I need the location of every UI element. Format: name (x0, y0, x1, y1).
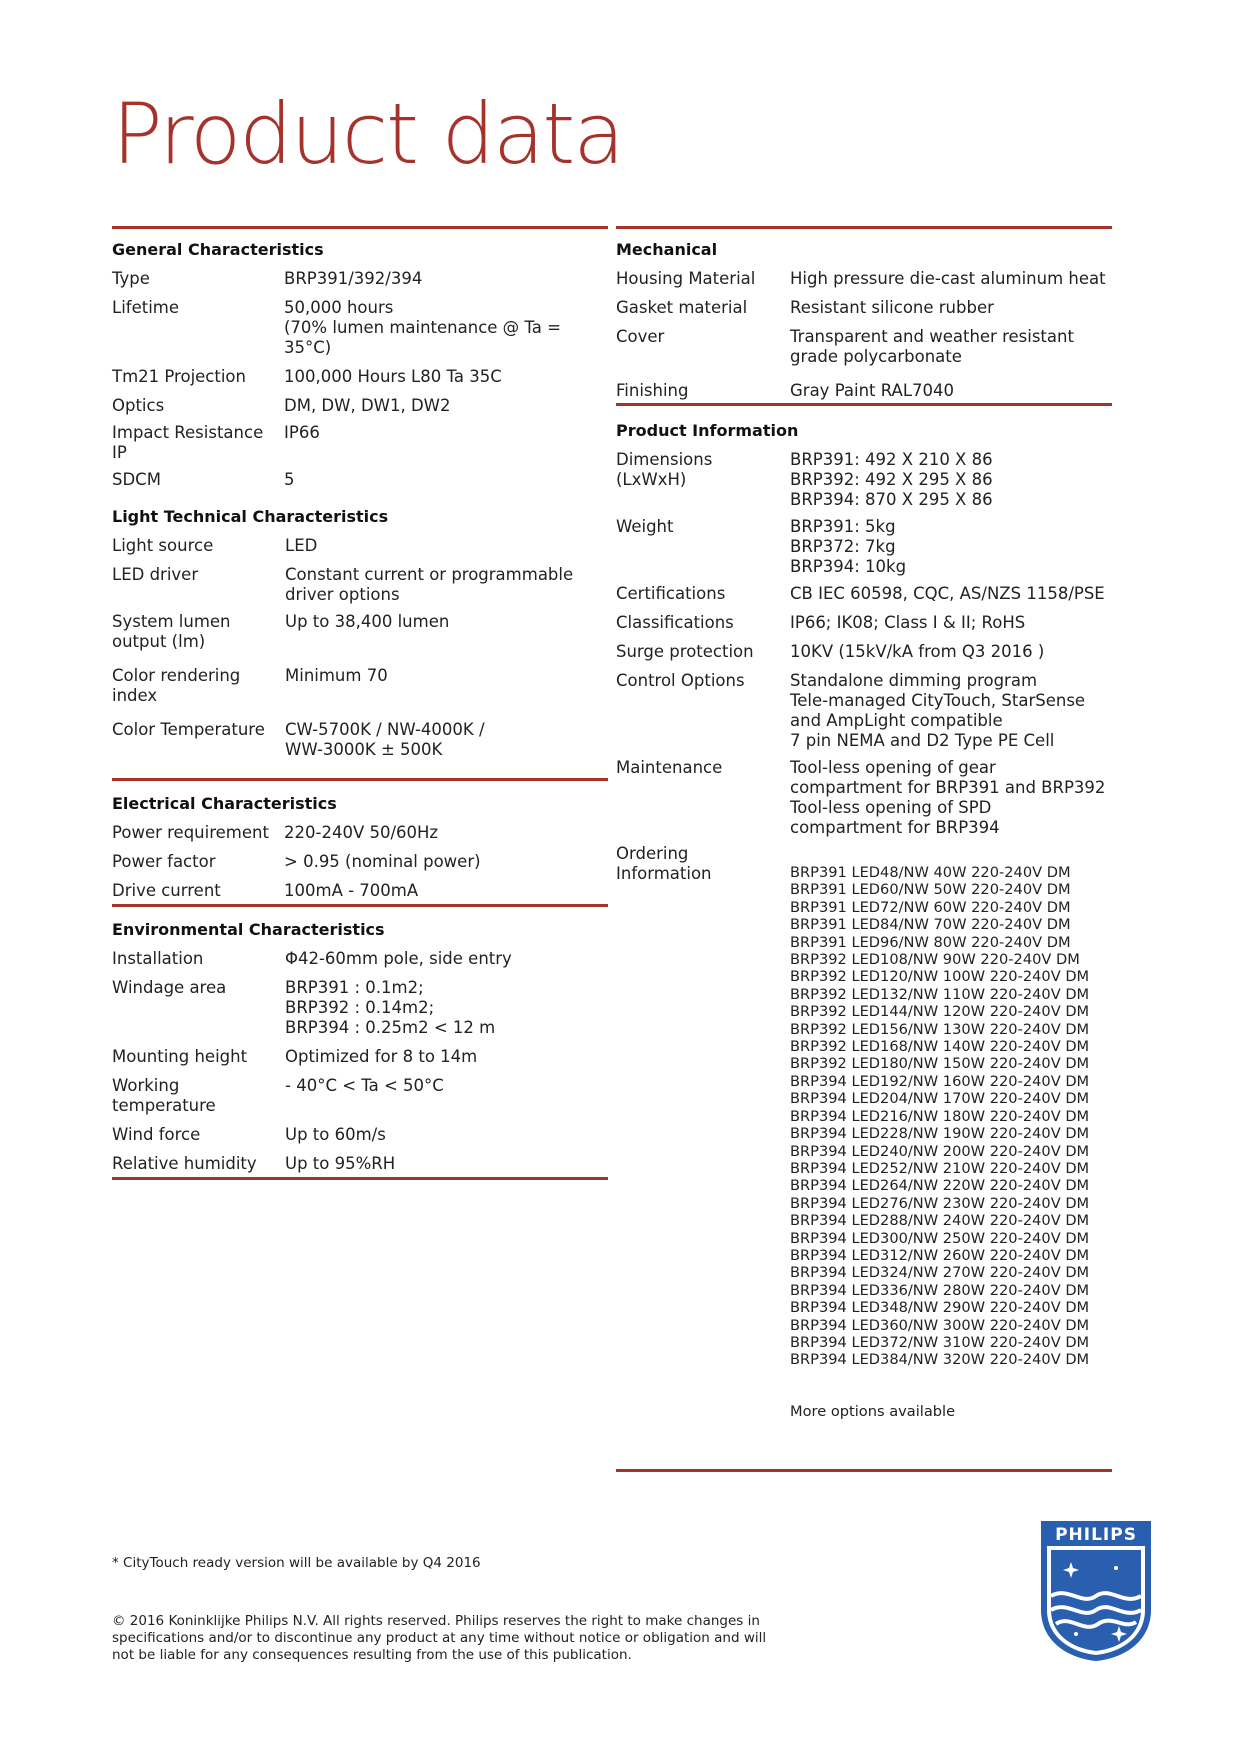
spec-row (112, 852, 608, 872)
spec-label: Weight (616, 517, 674, 536)
spec-value: Φ42-60mm pole, side entry (285, 949, 512, 968)
ordering-list (790, 844, 1112, 1442)
spec-value: Standalone dimming program Tele-managed CityTouch, StarSense and AmpLight compatible 7 pin NEMA and D2 Type PE Cell (790, 671, 1086, 750)
spec-label: Housing Material (616, 269, 756, 288)
spec-row (616, 613, 1112, 633)
section-title: Electrical Characteristics (112, 794, 337, 813)
spec-label: Drive current (112, 881, 221, 900)
ordering-code: BRP391 LED84/NW 70W 220-240V DM (790, 916, 1071, 934)
spec-value: 50,000 hours (70% lumen maintenance @ Ta = 35°C) (284, 298, 561, 357)
spec-label: Gasket material (616, 298, 748, 317)
ordering-code: BRP394 LED312/NW 260W 220-240V DM (790, 1246, 1090, 1264)
right-column (616, 229, 1112, 1472)
spec-row (616, 584, 1112, 604)
spec-label: Relative humidity (112, 1154, 257, 1173)
spec-value: > 0.95 (nominal power) (284, 852, 481, 871)
spec-row (616, 298, 1112, 318)
ordering-code: BRP391 LED72/NW 60W 220-240V DM (790, 898, 1071, 916)
spec-row (112, 470, 608, 490)
spec-label: Power requirement (112, 823, 269, 842)
spec-row (112, 823, 608, 843)
spec-value: High pressure die-cast aluminum heat (790, 269, 1106, 288)
spec-row (616, 517, 1112, 577)
spec-value: BRP391/392/394 (284, 269, 423, 288)
spec-value: IP66 (284, 423, 320, 442)
ordering-code: BRP392 LED108/NW 90W 220-240V DM (790, 951, 1080, 969)
spec-row (112, 298, 608, 358)
section-title: General Characteristics (112, 240, 324, 259)
spec-value: CB IEC 60598, CQC, AS/NZS 1158/PSE (790, 584, 1105, 603)
ordering-code: BRP394 LED336/NW 280W 220-240V DM (790, 1281, 1090, 1299)
spec-label: Maintenance (616, 758, 723, 777)
spec-label: Color rendering index (112, 666, 241, 705)
spec-label: Tm21 Projection (112, 367, 246, 386)
spec-row (112, 949, 608, 969)
ordering-row (616, 844, 1112, 1442)
spec-value: Resistant silicone rubber (790, 298, 994, 317)
section-title: Product Information (616, 421, 799, 440)
spec-value: Transparent and weather resistant grade polycarbonate (790, 327, 1074, 366)
spec-value: 100mA - 700mA (284, 881, 419, 900)
spec-value: Minimum 70 (285, 666, 388, 685)
ordering-code: BRP392 LED168/NW 140W 220-240V DM (790, 1038, 1090, 1056)
spec-label: Wind force (112, 1125, 201, 1144)
section-rule (616, 1469, 1112, 1472)
more-options-note: More options available (790, 1402, 956, 1420)
spec-row (616, 269, 1112, 289)
spec-row (112, 978, 608, 1038)
spec-label: Optics (112, 396, 165, 415)
section-title: Environmental Characteristics (112, 920, 385, 939)
spec-value: Tool-less opening of gear compartment for BRP391 and BRP392 Tool-less opening of SPD compartment for BRP394 (790, 758, 1106, 837)
spec-label: Mounting height (112, 1047, 248, 1066)
spec-row (112, 881, 608, 901)
section-rule (112, 1177, 608, 1180)
spec-label: Working temperature (112, 1076, 216, 1115)
ordering-code: BRP394 LED240/NW 200W 220-240V DM (790, 1142, 1090, 1160)
spec-row (112, 536, 608, 556)
copyright-notice: © 2016 Koninklijke Philips N.V. All rights reserved. Philips reserves the right to make changes in specifications and/or to discontinue any product at any time without notice or obligation and will not be liable for any consequences resulting from the use of this publication. (112, 1613, 767, 1663)
product-info-section (616, 420, 1112, 1442)
spec-value: BRP391: 492 X 210 X 86 BRP392: 492 X 295 X 86 BRP394: 870 X 295 X 86 (790, 450, 993, 509)
spec-label: SDCM (112, 470, 161, 489)
ordering-code: BRP394 LED288/NW 240W 220-240V DM (790, 1212, 1090, 1230)
spec-label: Certifications (616, 584, 726, 603)
section-rule (112, 904, 608, 907)
spec-value: Up to 38,400 lumen (285, 612, 450, 631)
spec-label: Light source (112, 536, 214, 555)
left-column (112, 229, 608, 1180)
footnote: * CityTouch ready version will be available by Q4 2016 (112, 1555, 481, 1571)
spec-row (112, 1125, 608, 1145)
ordering-code: BRP392 LED144/NW 120W 220-240V DM (790, 1003, 1090, 1021)
spec-row (112, 1047, 608, 1067)
spec-label: Finishing (616, 381, 689, 400)
ordering-code: BRP391 LED60/NW 50W 220-240V DM (790, 881, 1071, 899)
spec-label: Classifications (616, 613, 734, 632)
spec-label: Lifetime (112, 298, 180, 317)
spec-row (112, 1076, 608, 1116)
ordering-code: BRP394 LED276/NW 230W 220-240V DM (790, 1194, 1090, 1212)
spec-value: BRP391 : 0.1m2; BRP392 : 0.14m2; BRP394 : 0.25m2 < 12 m (285, 978, 496, 1037)
spec-row (112, 565, 608, 605)
section-rule (112, 778, 608, 781)
electrical-section (112, 793, 608, 901)
mechanical-section (616, 239, 1112, 401)
ordering-code: BRP394 LED204/NW 170W 220-240V DM (790, 1090, 1090, 1108)
ordering-code: BRP394 LED264/NW 220W 220-240V DM (790, 1177, 1090, 1195)
ordering-code: BRP394 LED192/NW 160W 220-240V DM (790, 1072, 1090, 1090)
ordering-code: BRP394 LED360/NW 300W 220-240V DM (790, 1316, 1090, 1334)
spec-label: Surge protection (616, 642, 754, 661)
ordering-code: BRP394 LED252/NW 210W 220-240V DM (790, 1159, 1090, 1177)
page-title: Product data (112, 85, 623, 183)
spec-row (112, 666, 608, 706)
spec-value: - 40°C < Ta < 50°C (285, 1076, 444, 1095)
spec-row (112, 612, 608, 652)
ordering-code: BRP391 LED48/NW 40W 220-240V DM (790, 864, 1071, 881)
spec-value: BRP391: 5kg BRP372: 7kg BRP394: 10kg (790, 517, 907, 576)
ordering-code: BRP394 LED384/NW 320W 220-240V DM (790, 1351, 1090, 1369)
spec-row (112, 269, 608, 289)
spec-label: System lumen output (lm) (112, 612, 231, 651)
spec-value: 220-240V 50/60Hz (284, 823, 439, 842)
environmental-section (112, 919, 608, 1174)
ordering-code: BRP392 LED180/NW 150W 220-240V DM (790, 1055, 1090, 1073)
spec-row (616, 642, 1112, 662)
spec-value: Gray Paint RAL7040 (790, 381, 955, 400)
ordering-code: BRP392 LED120/NW 100W 220-240V DM (790, 968, 1090, 986)
spec-row (112, 396, 608, 416)
ordering-code: BRP394 LED372/NW 310W 220-240V DM (790, 1333, 1090, 1351)
spec-label: Installation (112, 949, 204, 968)
spec-row (112, 1154, 608, 1174)
spec-value: 10KV (15kV/kA from Q3 2016 ) (790, 642, 1045, 661)
spec-value: Up to 60m/s (285, 1125, 386, 1144)
philips-logo (1038, 1518, 1154, 1664)
ordering-code: BRP391 LED96/NW 80W 220-240V DM (790, 933, 1071, 951)
spec-label: Cover (616, 327, 665, 346)
ordering-code: BRP392 LED132/NW 110W 220-240V DM (790, 985, 1090, 1003)
spec-label: Color Temperature (112, 720, 265, 739)
spec-row (616, 381, 1112, 401)
spec-row (616, 671, 1112, 751)
spec-label: Type (112, 269, 150, 288)
spec-row (616, 327, 1112, 367)
general-section (112, 239, 608, 490)
spec-label: Power factor (112, 852, 216, 871)
spec-value: DM, DW, DW1, DW2 (284, 396, 451, 415)
spec-value: Optimized for 8 to 14m (285, 1047, 478, 1066)
spec-label: Control Options (616, 671, 745, 690)
spec-value: IP66; IK08; Class I & II; RoHS (790, 613, 1026, 632)
section-rule (616, 403, 1112, 406)
spec-value: 5 (284, 470, 295, 489)
spec-label: Dimensions (LxWxH) (616, 450, 713, 489)
section-title: Mechanical (616, 240, 718, 259)
ordering-code: BRP394 LED300/NW 250W 220-240V DM (790, 1229, 1090, 1247)
ordering-code: BRP394 LED324/NW 270W 220-240V DM (790, 1264, 1090, 1282)
ordering-code: BRP394 LED216/NW 180W 220-240V DM (790, 1107, 1090, 1125)
spec-value: Constant current or programmable driver options (285, 565, 574, 604)
spec-label: Windage area (112, 978, 227, 997)
light-section (112, 506, 608, 760)
svg-text:PHILIPS: PHILIPS (1055, 1525, 1137, 1545)
ordering-code: BRP392 LED156/NW 130W 220-240V DM (790, 1020, 1090, 1038)
spec-value: 100,000 Hours L80 Ta 35C (284, 367, 502, 386)
ordering-label: Ordering Information (616, 844, 712, 883)
spec-label: Impact Resistance IP (112, 423, 264, 462)
ordering-code: BRP394 LED228/NW 190W 220-240V DM (790, 1125, 1090, 1143)
spec-value: CW-5700K / NW-4000K / WW-3000K ± 500K (285, 720, 485, 759)
spec-value: LED (285, 536, 318, 555)
spec-row (112, 367, 608, 387)
spec-row (616, 450, 1112, 510)
spec-row (112, 423, 608, 463)
spec-row (112, 720, 608, 760)
spec-label: LED driver (112, 565, 199, 584)
ordering-code: BRP394 LED348/NW 290W 220-240V DM (790, 1299, 1090, 1317)
spec-row (616, 758, 1112, 838)
spec-value: Up to 95%RH (285, 1154, 396, 1173)
section-title: Light Technical Characteristics (112, 507, 389, 526)
